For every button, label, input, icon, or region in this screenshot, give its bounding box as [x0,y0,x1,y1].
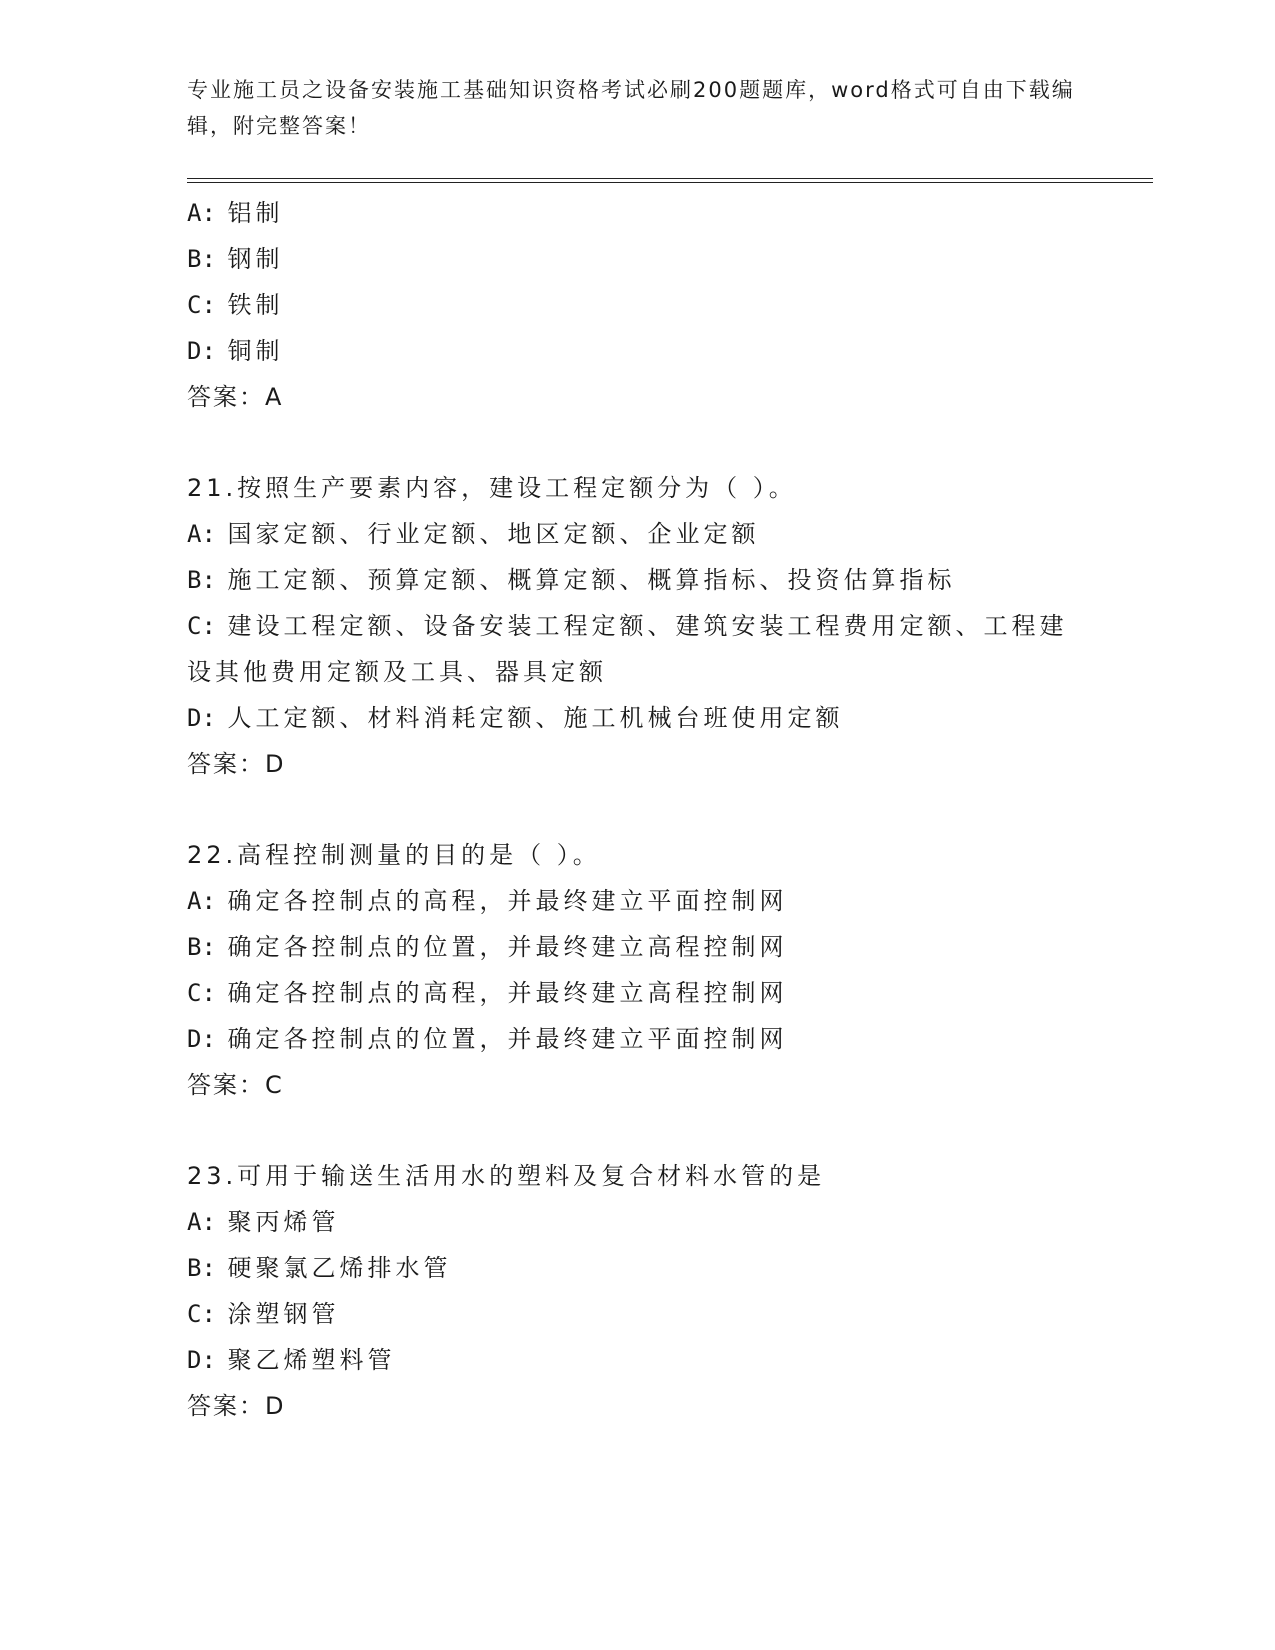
spacer [187,787,1087,832]
option-c: C: 铁制 [187,291,284,319]
spacer [187,1108,1087,1153]
answer: 答案：A [187,383,284,411]
answer: 答案：C [187,1071,284,1099]
option-c: C: 确定各控制点的高程，并最终建立高程控制网 [187,979,788,1007]
question-block-20 [187,190,1087,420]
option-d: D: 人工定额、材料消耗定额、施工机械台班使用定额 [187,704,844,732]
option-b: B: 施工定额、预算定额、概算定额、概算指标、投资估算指标 [187,566,956,594]
option-a: A: 国家定额、行业定额、地区定额、企业定额 [187,520,760,548]
question-text: 22.高程控制测量的目的是（ ）。 [187,841,601,869]
question-text: 21.按照生产要素内容，建设工程定额分为（ ）。 [187,474,797,502]
option-b: B: 确定各控制点的位置，并最终建立高程控制网 [187,933,788,961]
option-d: D: 铜制 [187,337,284,365]
question-block-23 [187,1153,1087,1429]
question-block-22 [187,832,1087,1108]
option-a: A: 聚丙烯管 [187,1208,340,1236]
option-d: D: 确定各控制点的位置，并最终建立平面控制网 [187,1025,788,1053]
header-divider [187,178,1153,183]
question-list [187,190,1087,1429]
option-c: C: 涂塑钢管 [187,1300,340,1328]
question-block-21 [187,465,1087,787]
option-c: C: 建设工程定额、设备安装工程定额、建筑安装工程费用定额、工程建设其他费用定额及工具、器具定额 [187,612,1068,686]
page-header: 专业施工员之设备安装施工基础知识资格考试必刷200题题库，word格式可自由下载编辑，附完整答案！ [187,78,1075,138]
question-text: 23.可用于输送生活用水的塑料及复合材料水管的是 [187,1162,826,1190]
answer: 答案：D [187,750,286,778]
option-b: B: 钢制 [187,245,284,273]
option-d: D: 聚乙烯塑料管 [187,1346,396,1374]
option-a: A: 确定各控制点的高程，并最终建立平面控制网 [187,887,788,915]
answer: 答案：D [187,1392,286,1420]
option-a: A: 铝制 [187,199,284,227]
spacer [187,420,1087,465]
option-b: B: 硬聚氯乙烯排水管 [187,1254,452,1282]
